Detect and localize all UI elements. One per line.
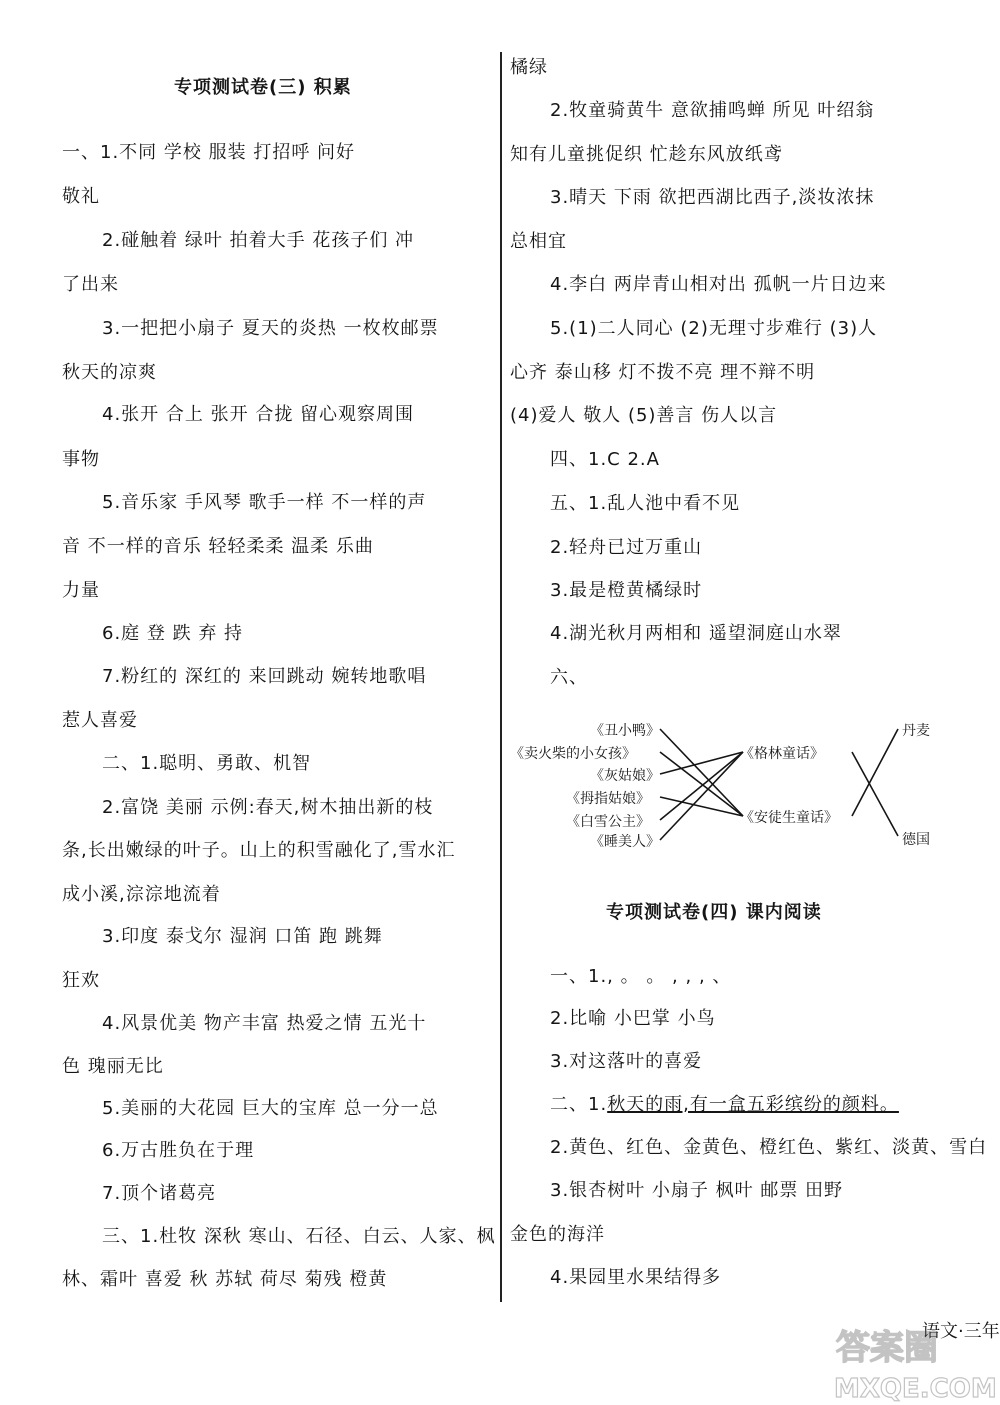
answer-line: 6.庭 登 跌 弃 持 [102, 623, 244, 644]
collection-label: 《安徒生童话》 [740, 810, 838, 826]
answer-line: 2.黄色、红色、金黄色、橙红色、紫红、淡黄、雪白 [550, 1137, 988, 1158]
answer-line: 4.湖光秋月两相和 遥望洞庭山水翠 [550, 623, 842, 644]
answer-line [550, 1094, 899, 1116]
match-line [852, 752, 898, 836]
answer-line: 力量 [62, 580, 100, 601]
answer-line: 3.印度 泰戈尔 湿润 口笛 跑 跳舞 [102, 926, 383, 947]
watermark-text: 答案圈 [836, 1328, 938, 1368]
story-label: 《卖火柴的小女孩》 [510, 746, 636, 762]
answer-line: 三、1.杜牧 深秋 寒山、石径、白云、人家、枫 [102, 1226, 496, 1247]
answer-line: 一、1., 。 。 , , , 、 [550, 966, 732, 987]
section-title-3: 专项测试卷(三) 积累 [174, 77, 352, 98]
answer-line: 3.最是橙黄橘绿时 [550, 580, 703, 601]
answer-prefix: 二、1. [550, 1094, 608, 1115]
answer-line: 事物 [62, 449, 100, 470]
story-label: 《丑小鸭》 [590, 723, 660, 739]
watermark-url: MXQE.COM [834, 1374, 997, 1404]
answer-line: 敬礼 [62, 186, 100, 207]
answer-line: 4.风景优美 物产丰富 热爱之情 五光十 [102, 1013, 427, 1034]
answer-line: 五、1.乱人池中看不见 [550, 493, 741, 514]
answer-line: 橘绿 [510, 57, 548, 78]
answer-line: 2.比喻 小巴掌 小鸟 [550, 1008, 716, 1029]
answer-line: 总相宜 [510, 231, 567, 252]
answer-line: 2.富饶 美丽 示例:春天,树木抽出新的枝 [102, 797, 434, 818]
column-divider [500, 52, 502, 1302]
answer-line: 3.对这落叶的喜爱 [550, 1051, 703, 1072]
collection-label: 《格林童话》 [740, 746, 824, 762]
story-label: 《拇指姑娘》 [566, 791, 650, 807]
answer-line: 6.万古胜负在于理 [102, 1140, 255, 1161]
answer-line: 5.美丽的大花园 巨大的宝库 总一分一总 [102, 1098, 439, 1119]
answer-line: 2.轻舟已过万重山 [550, 537, 703, 558]
answer-line: 2.牧童骑黄牛 意欲捕鸣蝉 所见 叶绍翁 [550, 100, 875, 121]
underlined-answer: 秋天的雨,有一盒五彩缤纷的颜料。 [607, 1094, 899, 1115]
answer-line: 3.晴天 下雨 欲把西湖比西子,淡妆浓抹 [550, 187, 875, 208]
answer-line: 3.银杏树叶 小扇子 枫叶 邮票 田野 [550, 1180, 844, 1201]
country-label: 德国 [902, 832, 930, 848]
answer-line: 四、1.C 2.A [550, 449, 660, 470]
answer-line: 5.(1)二人同心 (2)无理寸步难行 (3)人 [550, 318, 878, 339]
answer-line: 林、霜叶 喜爱 秋 苏轼 荷尽 菊残 橙黄 [62, 1269, 388, 1290]
answer-line: 金色的海洋 [510, 1224, 605, 1245]
matching-diagram [510, 715, 950, 855]
watermark-logo [830, 1315, 1000, 1405]
answer-line: 惹人喜爱 [62, 710, 138, 731]
answer-line: 3.一把把小扇子 夏天的炎热 一枚枚邮票 [102, 318, 439, 339]
page-footer: 语文·三年 [922, 1321, 1000, 1342]
answer-line: 心齐 泰山移 灯不拨不亮 理不辩不明 [510, 362, 816, 383]
story-label: 《白雪公主》 [566, 814, 650, 830]
answer-line: 7.粉红的 深红的 来回跳动 婉转地歌唱 [102, 666, 427, 687]
answer-line: 狂欢 [62, 970, 100, 991]
story-label: 《灰姑娘》 [590, 768, 660, 784]
answer-line: 条,长出嫩绿的叶子。山上的积雪融化了,雪水汇 [62, 840, 456, 861]
answer-line: 4.李白 两岸青山相对出 孤帆一片日边来 [550, 274, 887, 295]
answer-line: 六、 [550, 667, 588, 688]
answer-line: 色 瑰丽无比 [62, 1056, 164, 1077]
answer-line: 成小溪,淙淙地流着 [62, 884, 221, 905]
answer-line: 音 不一样的音乐 轻轻柔柔 温柔 乐曲 [62, 536, 374, 557]
match-line [660, 729, 743, 816]
story-label: 《睡美人》 [590, 834, 660, 850]
answer-line: 4.张开 合上 张开 合拢 留心观察周围 [102, 404, 415, 425]
answer-line: 一、1.不同 学校 服装 打招呼 问好 [62, 142, 356, 163]
match-line [660, 752, 743, 840]
answer-line: 5.音乐家 手风琴 歌手一样 不一样的声 [102, 492, 427, 513]
answer-line: 二、1.聪明、勇敢、机智 [102, 753, 312, 774]
answer-line: 2.碰触着 绿叶 拍着大手 花孩子们 冲 [102, 230, 415, 251]
answer-line: 了出来 [62, 274, 119, 295]
answer-line: 7.顶个诸葛亮 [102, 1183, 217, 1204]
section-title-4: 专项测试卷(四) 课内阅读 [606, 902, 822, 923]
answer-line: 秋天的凉爽 [62, 362, 157, 383]
answer-line: 4.果园里水果结得多 [550, 1267, 722, 1288]
country-label: 丹麦 [902, 723, 930, 739]
answer-line: (4)爱人 敬人 (5)善言 伤人以言 [510, 405, 778, 426]
match-line [852, 729, 898, 816]
answer-line: 知有儿童挑促织 忙趁东风放纸鸢 [510, 144, 783, 165]
